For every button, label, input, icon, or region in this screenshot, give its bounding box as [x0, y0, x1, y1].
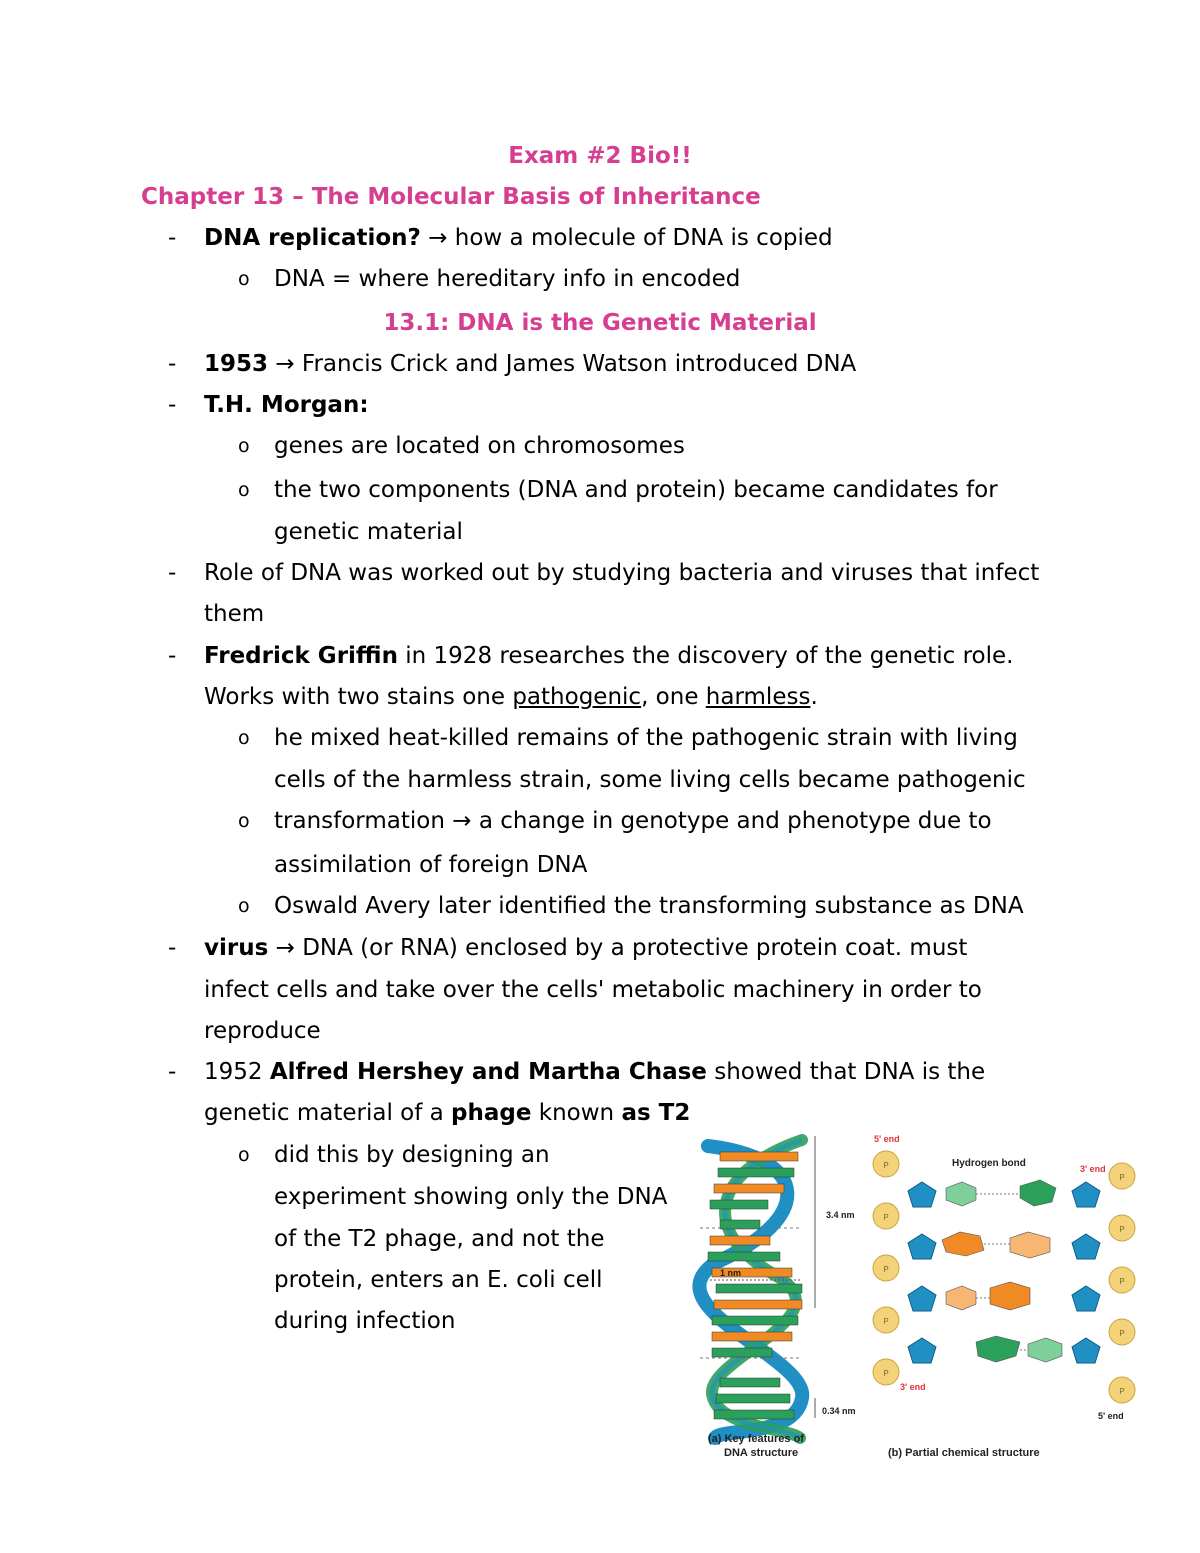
note-line: T.H. Morgan:: [204, 392, 369, 418]
section-heading: 13.1: DNA is the Genetic Material: [383, 310, 817, 336]
chapter-heading: Chapter 13 – The Molecular Basis of Inheritance: [141, 184, 761, 210]
dash-bullet: -: [168, 351, 177, 377]
o-bullet: o: [238, 479, 250, 501]
caption-a-line1: (a) Key features of: [708, 1433, 804, 1445]
note-line: assimilation of foreign DNA: [274, 852, 588, 878]
label-hydrogen-bond: Hydrogen bond: [952, 1158, 1026, 1169]
note-line: genetic material of a phage known as T2: [204, 1100, 691, 1126]
label-3-4nm: 3.4 nm: [826, 1210, 855, 1220]
label-1nm: 1 nm: [720, 1268, 742, 1278]
dash-bullet: -: [168, 392, 177, 418]
note-line: genes are located on chromosomes: [274, 433, 685, 459]
note-line: during infection: [274, 1308, 456, 1334]
note-line: he mixed heat-killed remains of the pathogenic strain with living: [274, 725, 1018, 751]
caption-b: (b) Partial chemical structure: [888, 1447, 1040, 1459]
dash-bullet: -: [168, 643, 177, 669]
note-line: infect cells and take over the cells' metabolic machinery in order to: [204, 977, 982, 1003]
label-3-end-bottom: 3' end: [900, 1382, 926, 1392]
note-line: cells of the harmless strain, some living cells became pathogenic: [274, 767, 1026, 793]
dash-bullet: -: [168, 1059, 177, 1085]
o-bullet: o: [238, 895, 250, 917]
o-bullet: o: [238, 435, 250, 457]
note-line: them: [204, 601, 265, 627]
note-line: reproduce: [204, 1018, 321, 1044]
label-5-end-top: 5' end: [874, 1134, 900, 1144]
dna-structure-figure: P 3.4 nm 1 nm 0.34 nm (a) Key features of DNA structure 5' end Hydrogen bond 3' end 3' end 5' end (b) Partial chemical structure: [690, 1128, 1160, 1468]
note-line: did this by designing an: [274, 1142, 550, 1168]
note-line: Fredrick Griffin in 1928 researches the discovery of the genetic role.: [204, 643, 1014, 669]
note-line: Role of DNA was worked out by studying bacteria and viruses that infect: [204, 560, 1040, 586]
note-line: DNA replication? → how a molecule of DNA is copied: [204, 225, 833, 251]
note-line: of the T2 phage, and not the: [274, 1226, 605, 1252]
note-line: DNA = where hereditary info in encoded: [274, 266, 741, 292]
dash-bullet: -: [168, 935, 177, 961]
label-5-end-bottom: 5' end: [1098, 1411, 1124, 1421]
note-line: genetic material: [274, 519, 463, 545]
note-line: 1953 → Francis Crick and James Watson introduced DNA: [204, 351, 857, 377]
note-line: Works with two stains one pathogenic, one harmless.: [204, 684, 818, 710]
note-line: experiment showing only the DNA: [274, 1184, 668, 1210]
o-bullet: o: [238, 268, 250, 290]
label-0-34nm: 0.34 nm: [822, 1406, 856, 1416]
dash-bullet: -: [168, 560, 177, 586]
caption-a-line2: DNA structure: [724, 1447, 799, 1459]
note-line: protein, enters an E. coli cell: [274, 1267, 603, 1293]
label-3-end-top: 3' end: [1080, 1164, 1106, 1174]
o-bullet: o: [238, 810, 250, 832]
double-helix-diagram: [699, 1136, 815, 1438]
note-line: virus → DNA (or RNA) enclosed by a protective protein coat. must: [204, 935, 968, 961]
o-bullet: o: [238, 1144, 250, 1166]
dash-bullet: -: [168, 225, 177, 251]
o-bullet: o: [238, 727, 250, 749]
page-title: Exam #2 Bio!!: [508, 143, 692, 169]
note-line: transformation → a change in genotype and phenotype due to: [274, 808, 992, 834]
note-line: 1952 Alfred Hershey and Martha Chase showed that DNA is the: [204, 1059, 986, 1085]
note-line: Oswald Avery later identified the transforming substance as DNA: [274, 893, 1024, 919]
chemical-structure-diagram: [873, 1134, 1135, 1459]
note-line: the two components (DNA and protein) became candidates for: [274, 477, 998, 503]
